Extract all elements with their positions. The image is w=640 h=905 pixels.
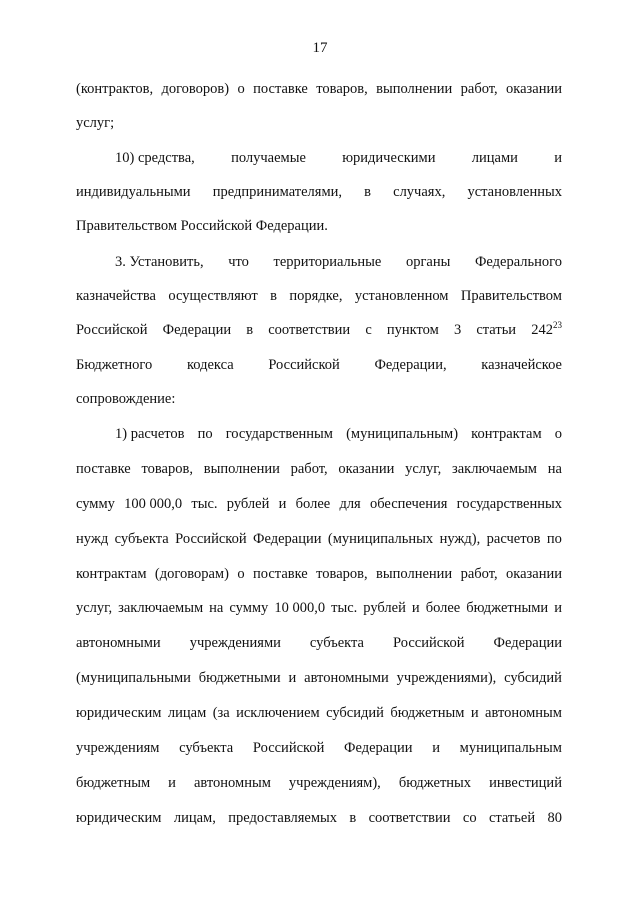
article-number — [531, 320, 562, 340]
word: поставке — [76, 461, 131, 477]
word: в — [270, 288, 277, 304]
word: оказании — [338, 461, 395, 477]
word: соответствии — [368, 810, 451, 826]
page-number: 17 — [312, 40, 328, 56]
paragraph-3-line — [76, 389, 562, 409]
word: поставке — [253, 81, 308, 97]
word: бюджетных — [398, 775, 472, 791]
word: автономным — [485, 705, 562, 721]
paragraph-2-line — [115, 148, 562, 168]
word: более — [425, 600, 461, 616]
word: на — [209, 600, 224, 616]
word: Бюджетного — [76, 357, 153, 373]
word: получаемые — [231, 150, 306, 166]
word: бюджетными — [466, 600, 549, 616]
word: муниципальным — [459, 740, 562, 756]
paragraph-4-line — [76, 494, 562, 514]
word: автономным — [193, 775, 271, 791]
word: что — [228, 254, 249, 270]
word: (контрактов, — [76, 81, 154, 97]
word: и — [470, 705, 479, 721]
word: Правительством — [460, 288, 562, 304]
word: более — [295, 496, 331, 512]
word: товаров, — [316, 566, 368, 582]
word: юридическими — [342, 150, 436, 166]
word: предоставляемых — [228, 810, 338, 826]
word: выполнении — [376, 81, 453, 97]
word: порядке, — [289, 288, 343, 304]
word: о — [237, 81, 245, 97]
word: территориальные — [273, 254, 382, 270]
line-text: услуг; — [76, 115, 115, 131]
word: на — [547, 461, 562, 477]
word: тыс. — [191, 496, 218, 512]
word: Федерации — [162, 322, 232, 338]
word: юридическим — [76, 810, 162, 826]
word: случаях, — [393, 184, 446, 200]
paragraph-4-line — [76, 808, 562, 828]
word: учреждениям), — [288, 775, 381, 791]
word: и — [432, 740, 440, 756]
word: 100 000,0 — [124, 496, 183, 512]
paragraph-3-line — [76, 355, 562, 375]
word: лицами — [471, 150, 518, 166]
word: тыс. — [331, 600, 358, 616]
word: осуществляют — [168, 288, 258, 304]
paragraph-2-line — [76, 216, 562, 236]
word: (за — [212, 705, 230, 721]
word: автономными — [304, 670, 389, 686]
word: в — [364, 184, 371, 200]
word: выполнении — [203, 461, 280, 477]
word: товаров, — [141, 461, 193, 477]
word: (договорам) — [154, 566, 229, 582]
word: индивидуальными — [76, 184, 191, 200]
paragraph-4-line — [76, 598, 562, 618]
paragraph-4-line — [76, 459, 562, 479]
paragraph-4-line — [76, 564, 562, 584]
line-text: сопровождение: — [76, 391, 176, 407]
word: услуг, — [405, 461, 442, 477]
word: учреждениями), — [396, 670, 497, 686]
word: установленном — [354, 288, 449, 304]
word: работ, — [460, 566, 498, 582]
word: услуг, — [76, 600, 113, 616]
word: поставке — [253, 566, 308, 582]
word: 10 000,0 — [274, 600, 326, 616]
word: 10) средства, — [115, 150, 195, 166]
paragraph-3-line — [76, 286, 562, 306]
word: рублей — [363, 600, 406, 616]
word: заключаемым — [452, 461, 537, 477]
word: бюджетными — [198, 670, 281, 686]
word: соответствии — [268, 322, 351, 338]
word: Федерации — [344, 740, 413, 756]
word: нужд), — [439, 531, 481, 547]
word: юридическим — [76, 705, 162, 721]
word: выполнении — [376, 566, 453, 582]
word: казначейства — [76, 288, 156, 304]
word: и — [411, 600, 420, 616]
word: кодекса — [186, 357, 234, 373]
word: (муниципальных — [327, 531, 434, 547]
word: по — [546, 531, 562, 547]
word: товаров, — [316, 81, 368, 97]
word: органы — [405, 254, 451, 270]
word: Федерации — [493, 635, 562, 651]
word: (муниципальными — [76, 670, 191, 686]
paragraph-4-line — [76, 738, 562, 758]
word: автономными — [76, 635, 161, 651]
word: работ, — [460, 81, 498, 97]
word: бюджетным — [76, 775, 151, 791]
word: субсидий — [504, 670, 562, 686]
word: установленных — [467, 184, 562, 200]
paragraph-3-line — [115, 252, 562, 272]
word: государственным — [225, 426, 333, 442]
word: оказании — [506, 81, 562, 97]
word: пунктом — [386, 322, 439, 338]
line-text: Правительством Российской Федерации. — [76, 218, 328, 234]
word: заключаемым — [118, 600, 204, 616]
word: договоров) — [161, 81, 230, 97]
word: субъекта — [114, 531, 169, 547]
word: государственных — [456, 496, 562, 512]
word: сумму — [76, 496, 115, 512]
word: Федерального — [474, 254, 562, 270]
word: субъекта — [309, 635, 364, 651]
word: и — [168, 775, 176, 791]
word: оказании — [506, 566, 562, 582]
word: и — [554, 600, 562, 616]
word: Российской — [393, 635, 465, 651]
word: сумму — [229, 600, 269, 616]
paragraph-1-line — [76, 79, 562, 99]
paragraph-3-line — [76, 320, 562, 340]
word: субъекта — [179, 740, 234, 756]
word: в — [246, 322, 254, 338]
word: работ, — [290, 461, 328, 477]
word: Российской — [252, 740, 325, 756]
paragraph-4-line — [76, 633, 562, 653]
word: учреждениям — [76, 740, 160, 756]
paragraph-4-line — [76, 529, 562, 549]
article-number-base: 242 — [531, 322, 553, 338]
word: для — [339, 496, 361, 512]
paragraph-4-line — [115, 424, 562, 444]
word: лицам, — [173, 810, 216, 826]
word: рублей — [226, 496, 270, 512]
word: статьи — [476, 322, 517, 338]
word: (муниципальным) — [346, 426, 459, 442]
word: по — [197, 426, 213, 442]
word: Российской — [268, 357, 340, 373]
word: 3. Установить, — [115, 254, 204, 270]
word: о — [237, 566, 245, 582]
paragraph-4-line — [76, 703, 562, 723]
paragraph-4-line — [76, 668, 562, 688]
word: контрактам — [76, 566, 147, 582]
word: инвестиций — [489, 775, 562, 791]
word: расчетов — [486, 531, 541, 547]
word: учреждениями — [189, 635, 281, 651]
article-superscript: 23 — [552, 320, 562, 331]
word: нужд — [76, 531, 109, 547]
word: статьей — [488, 810, 536, 826]
word: Российской — [175, 531, 247, 547]
word: субсидий — [326, 705, 384, 721]
paragraph-1-line — [76, 113, 562, 133]
word: 3 — [453, 322, 462, 338]
word: Российской — [76, 322, 148, 338]
word: казначейское — [481, 357, 562, 373]
word: обеспечения — [369, 496, 448, 512]
word: с — [365, 322, 372, 338]
paragraph-2-line — [76, 182, 562, 202]
word: Федерации — [253, 531, 322, 547]
paragraph-4-line — [76, 773, 562, 793]
word: контрактам — [471, 426, 542, 442]
word: и — [278, 496, 287, 512]
word: лицам — [167, 705, 207, 721]
word: исключением — [236, 705, 320, 721]
word: со — [462, 810, 477, 826]
word: и — [554, 150, 562, 166]
word: 1) расчетов — [115, 426, 185, 442]
word: в — [349, 810, 357, 826]
word: Федерации, — [374, 357, 447, 373]
word: бюджетным — [390, 705, 465, 721]
word: 80 — [547, 810, 562, 826]
word: предпринимателями, — [212, 184, 342, 200]
word: о — [554, 426, 562, 442]
word: и — [288, 670, 297, 686]
